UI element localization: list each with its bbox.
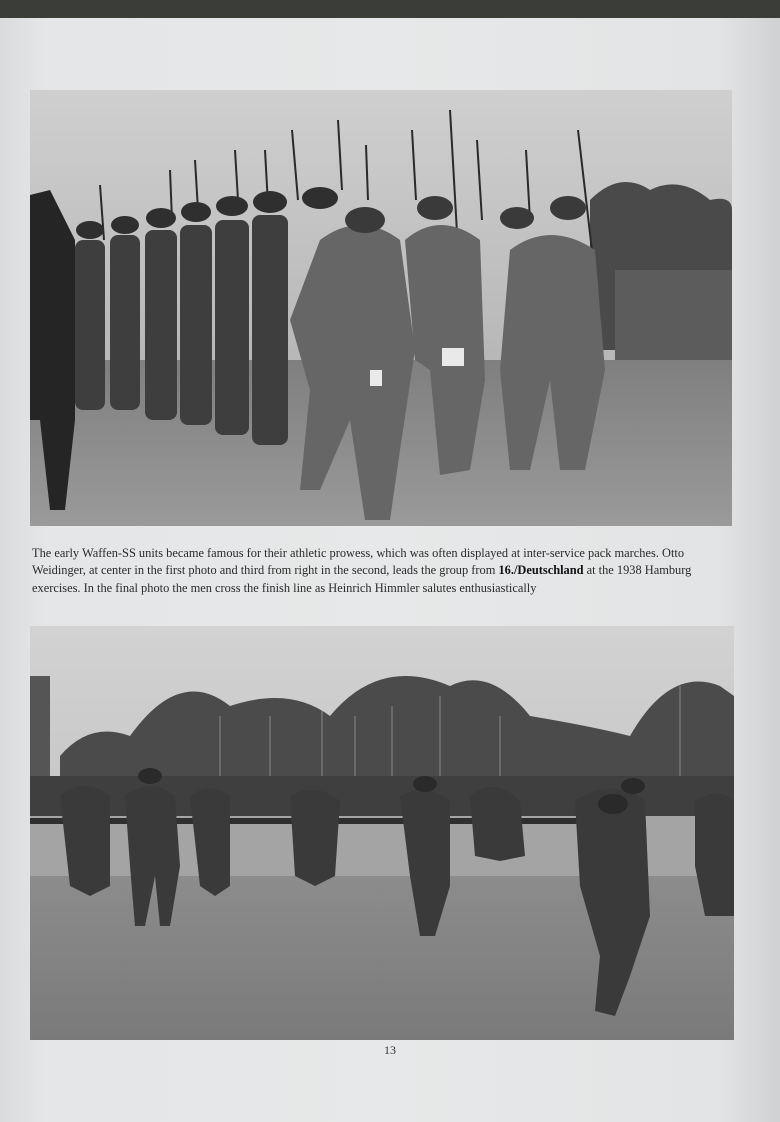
photo-marching-column	[30, 90, 732, 526]
page-number: 13	[384, 1043, 396, 1057]
caption-text-1: The early Waffen-SS units became famous for their athletic prowess, which was often displayed at inter-service pack marches. Otto Weidinger, at center in the first photo and third from right in the second, leads the group from	[32, 546, 685, 578]
photo-caption	[32, 545, 732, 597]
photo-finish-line	[30, 626, 734, 1040]
photo-marching-column-image	[30, 90, 732, 526]
photo-finish-line-image	[30, 626, 734, 1040]
book-page	[0, 18, 780, 1122]
caption-unit-name: 16./Deutschland	[498, 563, 584, 578]
caption-text-2: at the 1938 Hamburg exercises. In the final photo the men cross the finish line as Heinrich Himmler salutes enthusiastically	[32, 563, 692, 595]
